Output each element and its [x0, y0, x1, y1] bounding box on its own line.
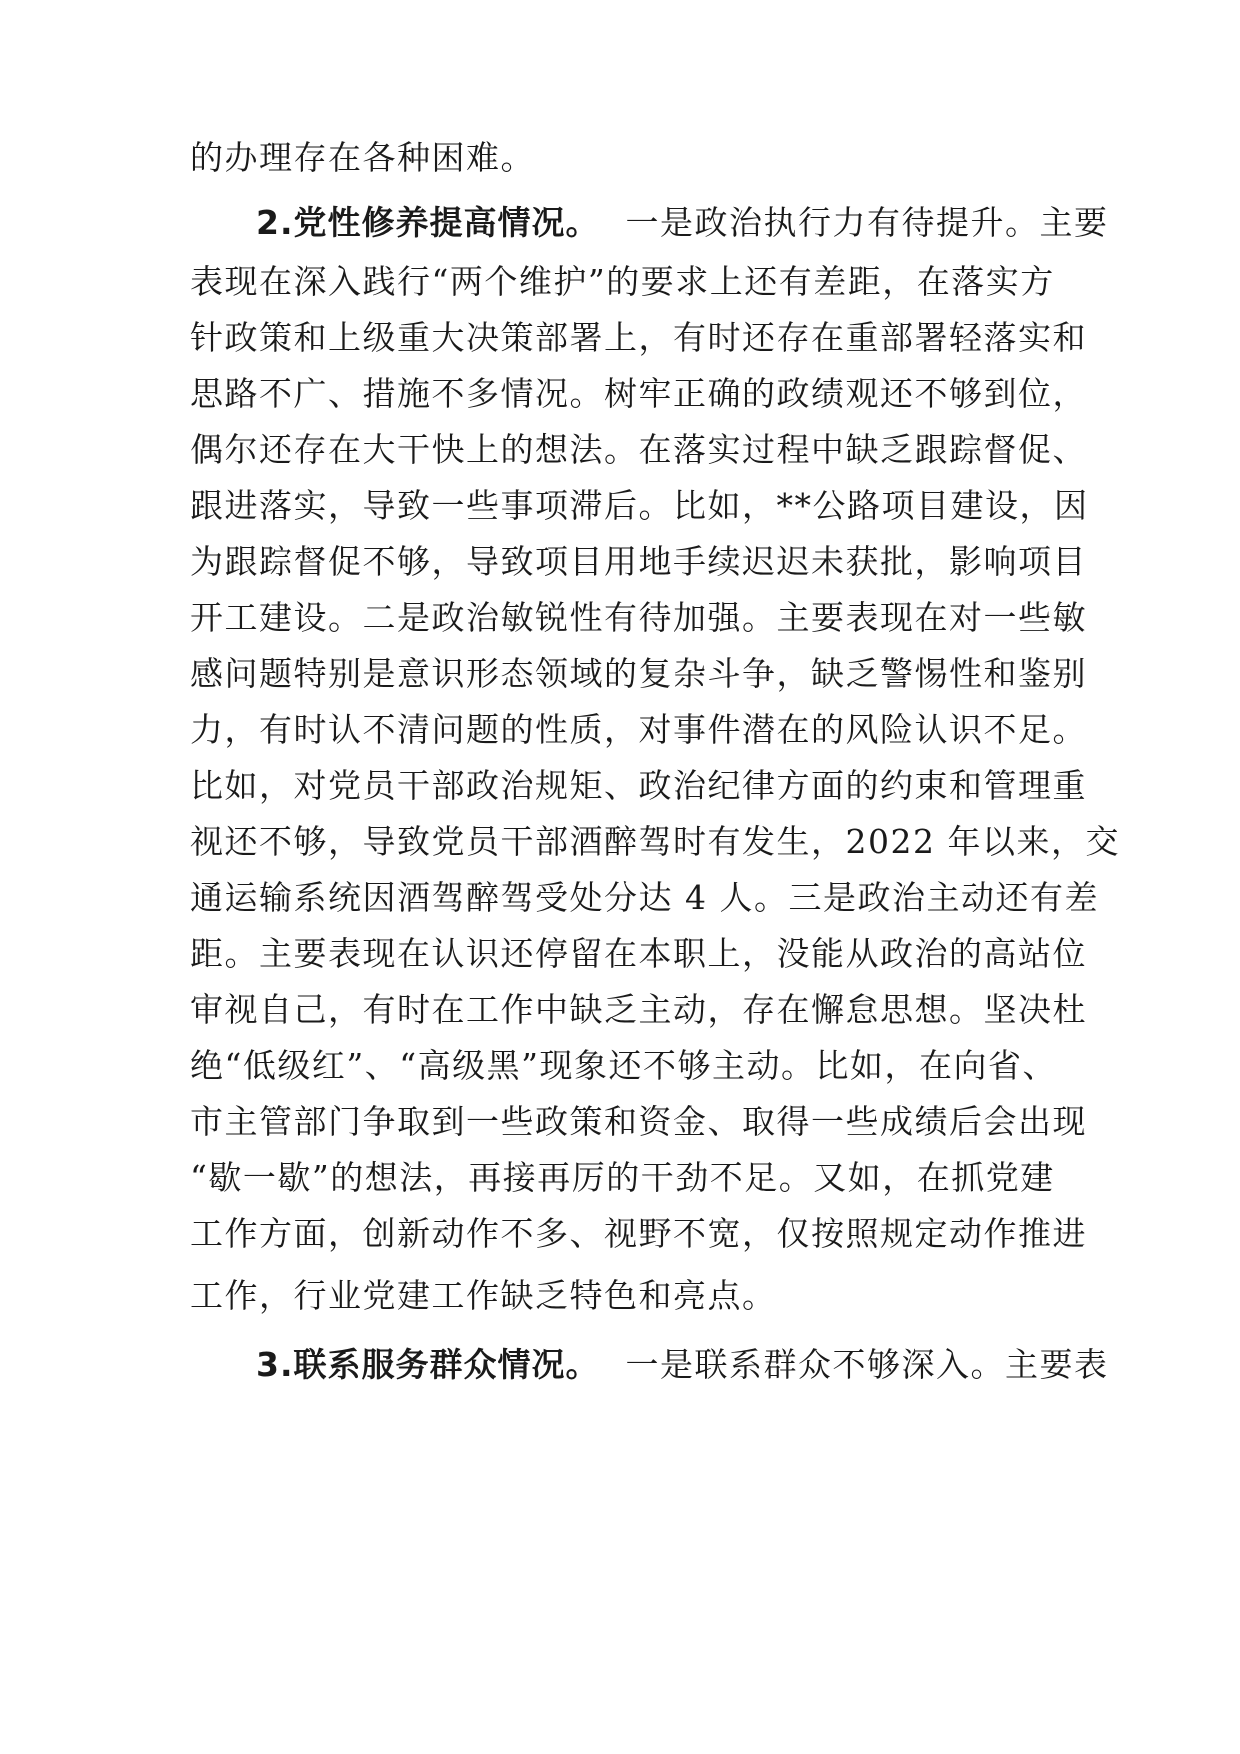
- paragraph-line: 审视自己，有时在工作中缺乏主动，存在懈怠思想。坚决杜: [190, 990, 1087, 1029]
- paragraph-line: 距。主要表现在认识还停留在本职上，没能从政治的高站位: [190, 934, 1087, 973]
- section-2-first-text: 一是政治执行力有待提升。主要: [625, 203, 1109, 242]
- paragraph-line: 表现在深入践行“两个维护”的要求上还有差距，在落实方: [190, 262, 1055, 301]
- paragraph-line: 通运输系统因酒驾醉驾受处分达 4 人。三是政治主动还有差: [190, 878, 1099, 917]
- section-3-heading: 3.联系服务群众情况。: [256, 1345, 600, 1384]
- paragraph-line: 视还不够，导致党员干部酒醉驾时有发生，2022 年以来，交: [190, 822, 1120, 861]
- paragraph-line: 偶尔还存在大干快上的想法。在落实过程中缺乏跟踪督促、: [190, 430, 1087, 469]
- paragraph-line: 为跟踪督促不够，导致项目用地手续迟迟未获批，影响项目: [190, 542, 1087, 581]
- section-3-first-line: [256, 1345, 1109, 1385]
- section-3-first-text: 一是联系群众不够深入。主要表: [625, 1345, 1109, 1384]
- section-2-first-line: [256, 203, 1109, 243]
- paragraph-line: 工作，行业党建工作缺乏特色和亮点。: [190, 1276, 777, 1315]
- paragraph-line: 力，有时认不清问题的性质，对事件潜在的风险认识不足。: [190, 710, 1087, 749]
- paragraph-line: 思路不广、措施不多情况。树牢正确的政绩观还不够到位，: [190, 374, 1087, 413]
- paragraph-line: 针政策和上级重大决策部署上，有时还存在重部署轻落实和: [190, 318, 1087, 357]
- section-2-heading: 2.党性修养提高情况。: [256, 203, 600, 242]
- paragraph-line: 绝“低级红”、“高级黑”现象还不够主动。比如，在向省、: [190, 1046, 1057, 1085]
- paragraph-line: 工作方面，创新动作不多、视野不宽，仅按照规定动作推进: [190, 1214, 1087, 1253]
- paragraph-line: 市主管部门争取到一些政策和资金、取得一些成绩后会出现: [190, 1102, 1087, 1141]
- paragraph-line: 跟进落实，导致一些事项滞后。比如，**公路项目建设，因: [190, 486, 1089, 525]
- paragraph-line: 开工建设。二是政治敏锐性有待加强。主要表现在对一些敏: [190, 598, 1087, 637]
- paragraph-line: 的办理存在各种困难。: [190, 138, 535, 177]
- paragraph-line: “歇一歇”的想法，再接再厉的干劲不足。又如，在抓党建: [190, 1158, 1055, 1197]
- paragraph-line: 比如，对党员干部政治规矩、政治纪律方面的约束和管理重: [190, 766, 1087, 805]
- paragraph-line: 感问题特别是意识形态领域的复杂斗争，缺乏警惕性和鉴别: [190, 654, 1087, 693]
